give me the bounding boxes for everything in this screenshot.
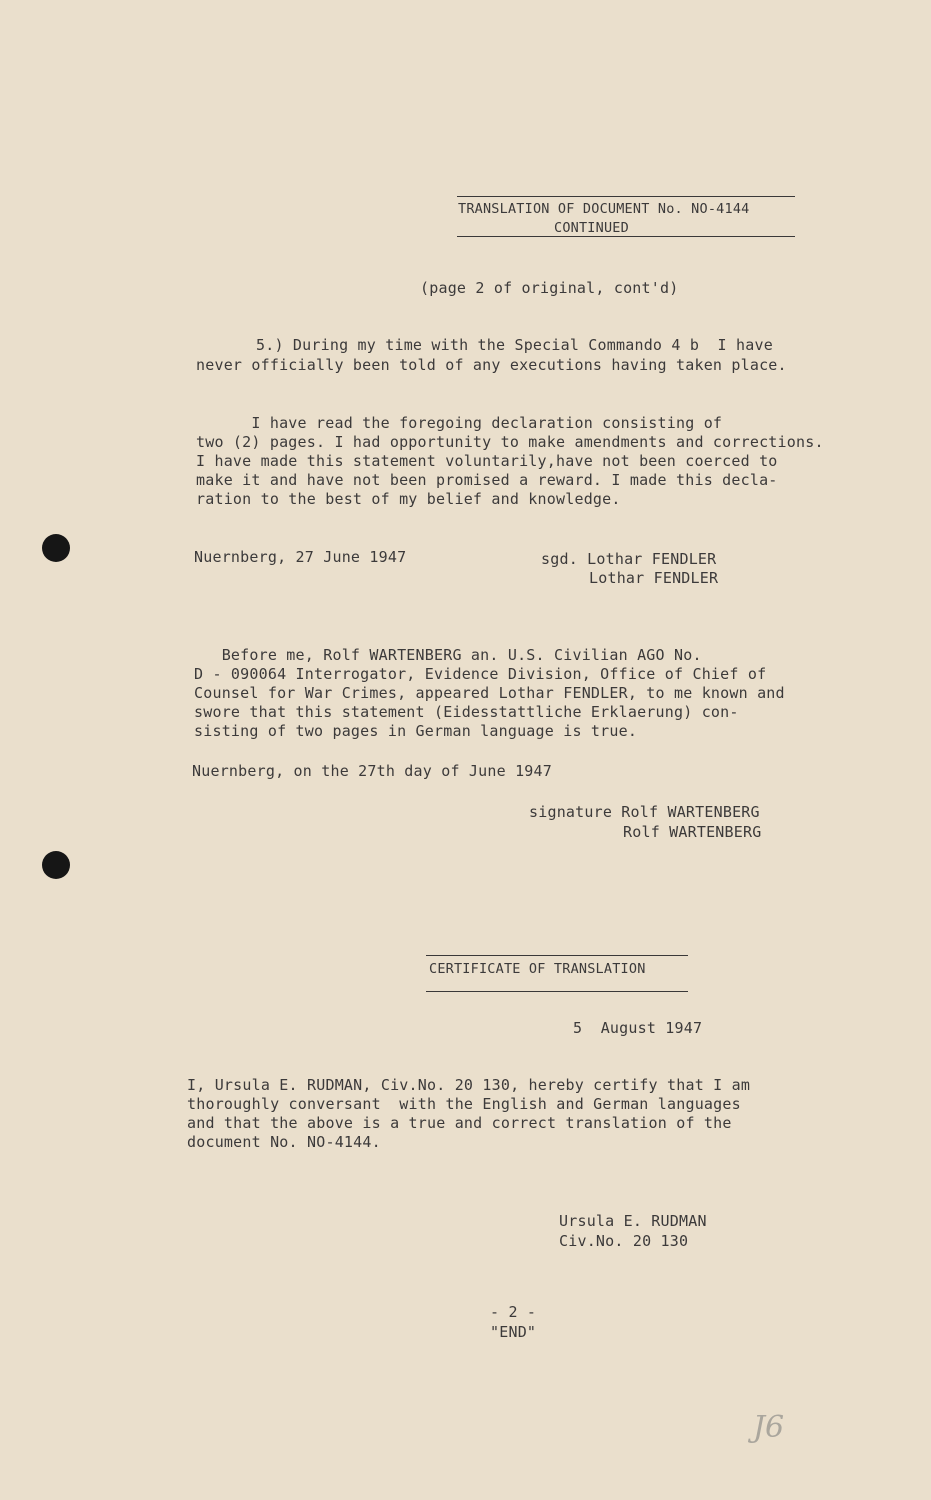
punch-hole-bottom — [42, 851, 70, 879]
oath-line-5: sisting of two pages in German language is true. — [194, 722, 638, 740]
certificate-date: 5 August 1947 — [573, 1019, 703, 1037]
certificate-line-3: and that the above is a true and correct translation of the — [187, 1114, 732, 1132]
declaration-line-5: ration to the best of my belief and knowledge. — [196, 490, 621, 508]
document-subtitle: CONTINUED — [554, 220, 629, 236]
certificate-line-4: document No. NO-4144. — [187, 1133, 381, 1151]
certificate-rule-bottom — [426, 991, 688, 992]
end-mark: "END" — [490, 1323, 537, 1341]
signer-name-2: Rolf WARTENBERG — [623, 823, 762, 841]
page-number: - 2 - — [490, 1303, 537, 1321]
header-rule-top — [457, 196, 795, 197]
certificate-heading: CERTIFICATE OF TRANSLATION — [429, 961, 646, 977]
oath-line-1: Before me, Rolf WARTENBERG an. U.S. Civilian AGO No. — [194, 646, 702, 664]
translator-civ-no: Civ.No. 20 130 — [559, 1232, 689, 1250]
header-rule-bottom — [457, 236, 795, 237]
document-title: TRANSLATION OF DOCUMENT No. NO-4144 — [458, 201, 750, 217]
punch-hole-top — [42, 534, 70, 562]
handwritten-mark: J6 — [753, 1410, 785, 1445]
oath-line-4: swore that this statement (Eidesstattliche Erklaerung) con- — [194, 703, 739, 721]
certificate-line-1: I, Ursula E. RUDMAN, Civ.No. 20 130, hereby certify that I am — [187, 1076, 751, 1094]
page-note: (page 2 of original, cont'd) — [420, 279, 679, 297]
paragraph-5-line-1: 5.) During my time with the Special Commando 4 b I have — [256, 336, 773, 354]
declaration-line-2: two (2) pages. I had opportunity to make amendments and corrections. — [196, 433, 824, 451]
certificate-rule-top — [426, 955, 688, 956]
oath-place-date: Nuernberg, on the 27th day of June 1947 — [192, 762, 552, 780]
translator-name: Ursula E. RUDMAN — [559, 1212, 707, 1230]
oath-line-3: Counsel for War Crimes, appeared Lothar FENDLER, to me known and — [194, 684, 785, 702]
place-date-1: Nuernberg, 27 June 1947 — [194, 548, 407, 566]
certificate-line-2: thoroughly conversant with the English and German languages — [187, 1095, 741, 1113]
declaration-line-3: I have made this statement voluntarily,have not been coerced to — [196, 452, 778, 470]
paragraph-5-line-2: never officially been told of any executions having taken place. — [196, 356, 787, 374]
oath-line-2: D - 090064 Interrogator, Evidence Division, Office of Chief of — [194, 665, 767, 683]
sgd-line: sgd. Lothar FENDLER — [541, 550, 717, 568]
signature-line-2: signature Rolf WARTENBERG — [529, 803, 760, 821]
declaration-line-1: I have read the foregoing declaration consisting of — [196, 414, 723, 432]
declaration-line-4: make it and have not been promised a reward. I made this decla- — [196, 471, 778, 489]
signer-name-1: Lothar FENDLER — [589, 569, 719, 587]
